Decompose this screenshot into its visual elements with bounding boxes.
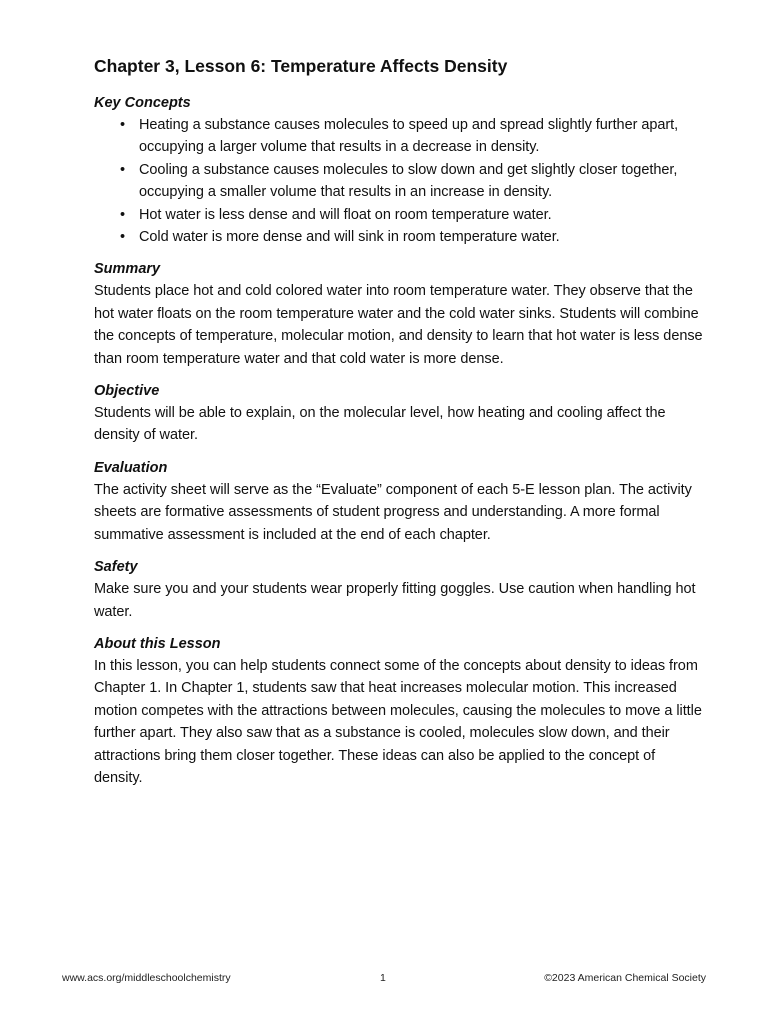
bullet-icon: • (120, 161, 126, 178)
objective-heading: Objective (94, 383, 160, 400)
objective-text: Students will be able to explain, on the molecular level, how heating and cooling affect the density of water. (94, 405, 666, 444)
safety-heading: Safety (94, 559, 138, 576)
bullet-icon: • (120, 206, 126, 223)
summary-heading: Summary (94, 261, 161, 278)
list-item-text: Heating a substance causes molecules to speed up and spread slightly further apart, occupying a larger volume that results in a decrease in density. (139, 117, 679, 156)
list-item-text: Cooling a substance causes molecules to slow down and get slightly closer together, occupying a smaller volume that results in an increase in density. (139, 161, 678, 201)
key-concepts-heading: Key Concepts (94, 95, 191, 111)
list-item (120, 159, 704, 204)
footer-copyright: ©2023 American Chemical Society (544, 972, 706, 984)
about-section (94, 633, 704, 789)
footer-url: www.acs.org/middleschoolchemistry (62, 972, 231, 984)
footer-page-number: 1 (380, 972, 386, 984)
key-concepts-section (94, 92, 704, 248)
summary-section (94, 258, 704, 370)
list-item-text: Cold water is more dense and will sink in room temperature water. (139, 229, 560, 246)
summary-text: Students place hot and cold colored water into room temperature water. They observe that the hot water floats on the room temperature water and the cold water sinks. Students will combine the concepts of temperature, molecular motion, and density to learn that hot water is less dense than room temperature water and that cold water is more dense. (94, 283, 703, 367)
about-text: In this lesson, you can help students connect some of the concepts about density to ideas from Chapter 1. In Chapter 1, students saw that heat increases molecular motion. This increased motion competes with the attractions between molecules, causing the molecules to move a little further apart. They also saw that as a substance is cooled, molecules slow down, and their attractions bring them closer together. These ideas can also be applied to the concept of density. (94, 657, 702, 786)
objective-section (94, 380, 704, 447)
list-item-text: Hot water is less dense and will float on room temperature water. (139, 206, 552, 223)
about-heading: About this Lesson (94, 635, 221, 652)
list-item (120, 226, 704, 248)
document-page (94, 54, 704, 799)
list-item (120, 114, 704, 159)
evaluation-heading: Evaluation (94, 459, 168, 476)
bullet-icon: • (120, 117, 126, 133)
evaluation-text: The activity sheet will serve as the “Evaluate” component of each 5-E lesson plan. The activity sheets are formative assessments of student progress and understanding. A more formal summative assessment is included at the end of each chapter. (94, 481, 692, 543)
safety-section (94, 556, 704, 623)
evaluation-section (94, 457, 704, 546)
safety-text: Make sure you and your students wear properly fitting goggles. Use caution when handling hot water. (94, 581, 696, 620)
list-item (120, 204, 704, 226)
key-concepts-list (94, 114, 704, 248)
page-title: Chapter 3, Lesson 6: Temperature Affects Density (94, 56, 508, 76)
bullet-icon: • (120, 229, 126, 246)
